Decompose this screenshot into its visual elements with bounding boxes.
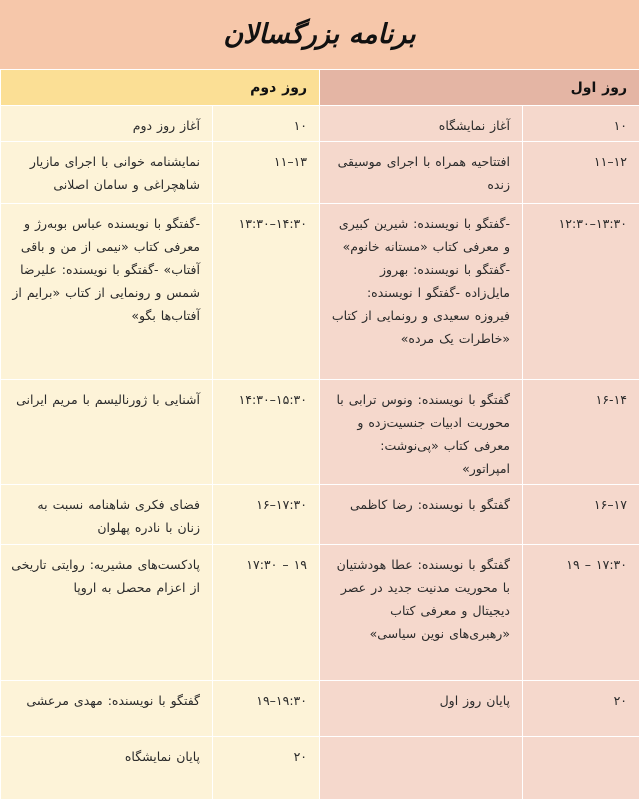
- day2-event-cell: نمایشنامه خوانی با اجرای مازیار شاهچراغی و سامان اصلانی: [1, 142, 213, 204]
- day2-time-cell: ۱۴:۳۰–۱۳:۳۰: [213, 204, 320, 380]
- day2-event-cell: گفتگو با نویسنده: مهدی مرعشی: [1, 681, 213, 737]
- table-row: [1, 204, 639, 380]
- day2-time-cell: ۱۷:۳۰–۱۶: [213, 485, 320, 545]
- day2-time-cell: ۱۵:۳۰–۱۴:۳۰: [213, 380, 320, 485]
- day1-event-cell: [320, 737, 523, 800]
- table-row: [1, 485, 639, 545]
- day1-event-cell: گفتگو با نویسنده: رضا کاظمی: [320, 485, 523, 545]
- header-row: [1, 70, 639, 106]
- day1-event-cell: گفتگو با نویسنده: ونوس ترابی با محوریت ادبیات جنسیت‌زده و معرفی کتاب «پی‌نوشت: امپراتور»: [320, 380, 523, 485]
- day1-event-cell: گفتگو با نویسنده: عطا هودشتیان با محوریت مدنیت جدید در عصر دیجیتال و معرفی کتاب «رهبری‌های نوین سیاسی»: [320, 545, 523, 681]
- day1-time-cell: ۱۶-۱۴: [523, 380, 639, 485]
- day1-time-cell: ۱۷:۳۰ – ۱۹: [523, 545, 639, 681]
- day1-time-cell: ۱۷–۱۶: [523, 485, 639, 545]
- day2-event-cell: پایان نمایشگاه: [1, 737, 213, 800]
- day1-event-cell: پایان روز اول: [320, 681, 523, 737]
- day1-time-cell: ۱۰: [523, 106, 639, 142]
- day2-time-cell: ۱۹:۳۰–۱۹: [213, 681, 320, 737]
- title-banner: [0, 0, 639, 69]
- day1-time-cell: [523, 737, 639, 800]
- day1-time-cell: ۱۲–۱۱: [523, 142, 639, 204]
- day1-event-cell: افتتاحیه همراه با اجرای موسیقی زنده: [320, 142, 523, 204]
- day2-event-cell: فضای فکری شاهنامه نسبت به زنان با نادره پهلوان: [1, 485, 213, 545]
- day1-time-cell: ۲۰: [523, 681, 639, 737]
- table-row: [1, 106, 639, 142]
- day1-time-cell: ۱۳:۳۰–۱۲:۳۰: [523, 204, 639, 380]
- day2-time-cell: ۱۳–۱۱: [213, 142, 320, 204]
- day2-header: روز دوم: [1, 70, 320, 106]
- day1-event-cell: -گفتگو با نویسنده: شیرین کبیری و معرفی کتاب «مستانه خانوم» -گفتگو با نویسنده: بهروز مایل‌زاده -گفتگو ا نویسنده: فیروزه سعیدی و رونمایی از کتاب «خاطرات یک مرده»: [320, 204, 523, 380]
- table-row: [1, 545, 639, 681]
- day1-event-cell: آغاز نمایشگاه: [320, 106, 523, 142]
- page-title: برنامه بزرگسالان: [223, 19, 416, 50]
- day2-time-cell: ۱۹ – ۱۷:۳۰: [213, 545, 320, 681]
- day2-time-cell: ۲۰: [213, 737, 320, 800]
- table-row: [1, 380, 639, 485]
- day2-event-cell: آغاز روز دوم: [1, 106, 213, 142]
- day1-header: روز اول: [320, 70, 639, 106]
- table-row: [1, 737, 639, 800]
- schedule-table: [0, 69, 639, 800]
- table-row: [1, 681, 639, 737]
- day2-event-cell: -گفتگو با نویسنده عباس بوبه‌رژ و معرفی کتاب «نیمی از من و باقی آفتاب» -گفتگو با نویسنده: علیرضا شمس و رونمایی از کتاب «برایم از آفتاب‌ها بگو»: [1, 204, 213, 380]
- table-row: [1, 142, 639, 204]
- day2-event-cell: پادکست‌های مشیریه: روایتی تاریخی از اعزام محصل به اروپا: [1, 545, 213, 681]
- day2-event-cell: آشنایی با ژورنالیسم با مریم ایرانی: [1, 380, 213, 485]
- day2-time-cell: ۱۰: [213, 106, 320, 142]
